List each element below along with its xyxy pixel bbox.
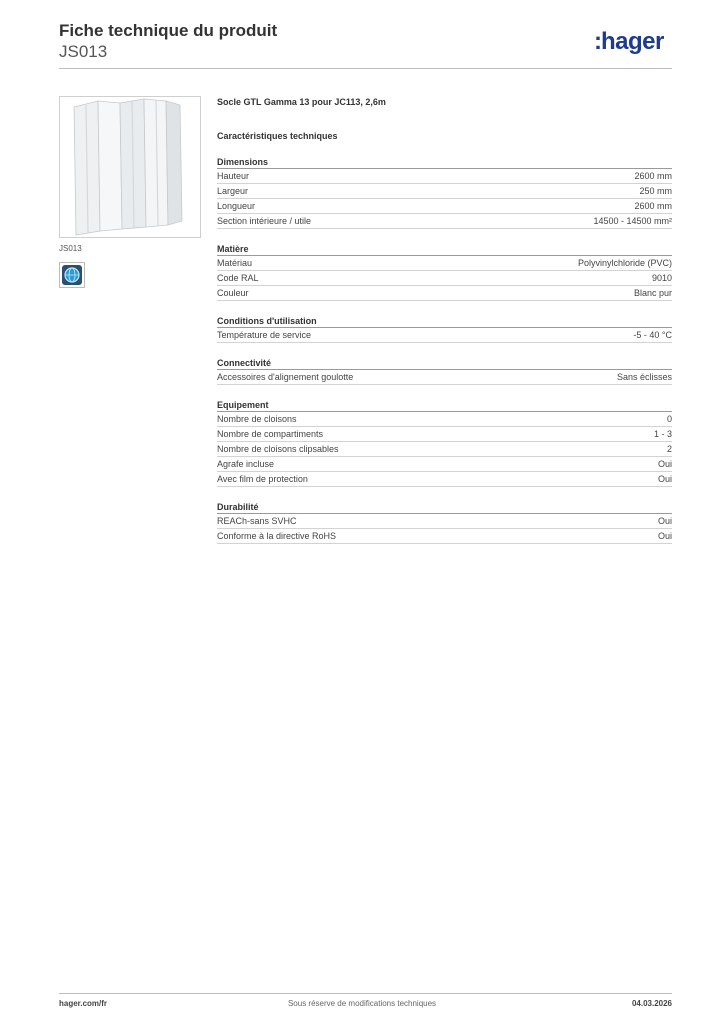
spec-label: Longueur (217, 201, 256, 211)
spec-value: Blanc pur (633, 288, 672, 298)
spec-label: Couleur (217, 288, 249, 298)
spec-value: 2600 mm (634, 171, 672, 181)
spec-row (217, 412, 672, 427)
spec-value: Oui (657, 531, 672, 541)
spec-label: Agrafe incluse (217, 459, 275, 469)
globe-icon (60, 263, 84, 287)
spec-value: 9010 (651, 273, 672, 283)
spec-row (217, 328, 672, 343)
product-name: Socle GTL Gamma 13 pour JC113, 2,6m (217, 97, 386, 107)
spec-label: Température de service (217, 330, 312, 340)
spec-content (217, 96, 672, 544)
spec-row (217, 256, 672, 271)
spec-label: Hauteur (217, 171, 250, 181)
spec-label: Nombre de compartiments (217, 429, 324, 439)
footer-date: 04.03.2026 (631, 999, 672, 1008)
spec-row (217, 457, 672, 472)
footer-notice: Sous réserve de modifications techniques (287, 999, 437, 1008)
spec-label: Code RAL (217, 273, 259, 283)
spec-value: Oui (657, 516, 672, 526)
spec-value: Oui (657, 459, 672, 469)
section-title: Dimensions (217, 156, 672, 169)
spec-row (217, 514, 672, 529)
spec-label: Largeur (217, 186, 249, 196)
page-header (59, 20, 277, 62)
spec-value: Polyvinylchloride (PVC) (577, 258, 672, 268)
spec-row (217, 427, 672, 442)
spec-sections (217, 156, 672, 544)
spec-section (217, 399, 672, 487)
spec-section (217, 243, 672, 301)
section-title: Conditions d'utilisation (217, 315, 672, 328)
thumbnail-button[interactable] (59, 262, 85, 288)
spec-section (217, 156, 672, 229)
spec-section (217, 315, 672, 343)
spec-value: -5 - 40 °C (633, 330, 672, 340)
spec-section (217, 501, 672, 544)
spec-value: Oui (657, 474, 672, 484)
spec-value: 2 (666, 444, 672, 454)
section-title: Matière (217, 243, 672, 256)
spec-row (217, 271, 672, 286)
footer-website: hager.com/fr (59, 999, 108, 1008)
spec-label: Section intérieure / utile (217, 216, 312, 226)
section-title: Durabilité (217, 501, 672, 514)
spec-value: 250 mm (639, 186, 672, 196)
spec-value: 2600 mm (634, 201, 672, 211)
spec-row (217, 472, 672, 487)
spec-row (217, 214, 672, 229)
hager-logo (594, 28, 664, 56)
footer-divider (59, 993, 672, 994)
spec-row (217, 529, 672, 544)
spec-row (217, 442, 672, 457)
spec-label: REACh-sans SVHC (217, 516, 297, 526)
spec-label: Avec film de protection (217, 474, 308, 484)
product-illustration-icon (60, 97, 200, 237)
spec-value: 0 (666, 414, 672, 424)
spec-row (217, 169, 672, 184)
spec-label: Nombre de cloisons (217, 414, 297, 424)
spec-row (217, 199, 672, 214)
logo-text: hager (601, 28, 664, 55)
logo-dots-icon: : (594, 28, 600, 55)
document-title: Fiche technique du produit (59, 21, 278, 40)
spec-label: Conforme à la directive RoHS (217, 531, 337, 541)
spec-label: Accessoires d'alignement goulotte (217, 372, 354, 382)
product-photo (59, 96, 201, 238)
spec-row (217, 184, 672, 199)
spec-heading: Caractéristiques techniques (217, 131, 338, 141)
spec-label: Nombre de cloisons clipsables (217, 444, 339, 454)
section-title: Equipement (217, 399, 672, 412)
spec-value: Sans éclisses (616, 372, 672, 382)
spec-row (217, 370, 672, 385)
spec-section (217, 357, 672, 385)
spec-label: Matériau (217, 258, 253, 268)
spec-value: 14500 - 14500 mm² (593, 216, 672, 226)
photo-caption: JS013 (59, 244, 82, 253)
spec-value: 1 - 3 (653, 429, 672, 439)
section-title: Connectivité (217, 357, 672, 370)
product-reference: JS013 (59, 42, 108, 61)
spec-row (217, 286, 672, 301)
header-divider (59, 68, 672, 69)
